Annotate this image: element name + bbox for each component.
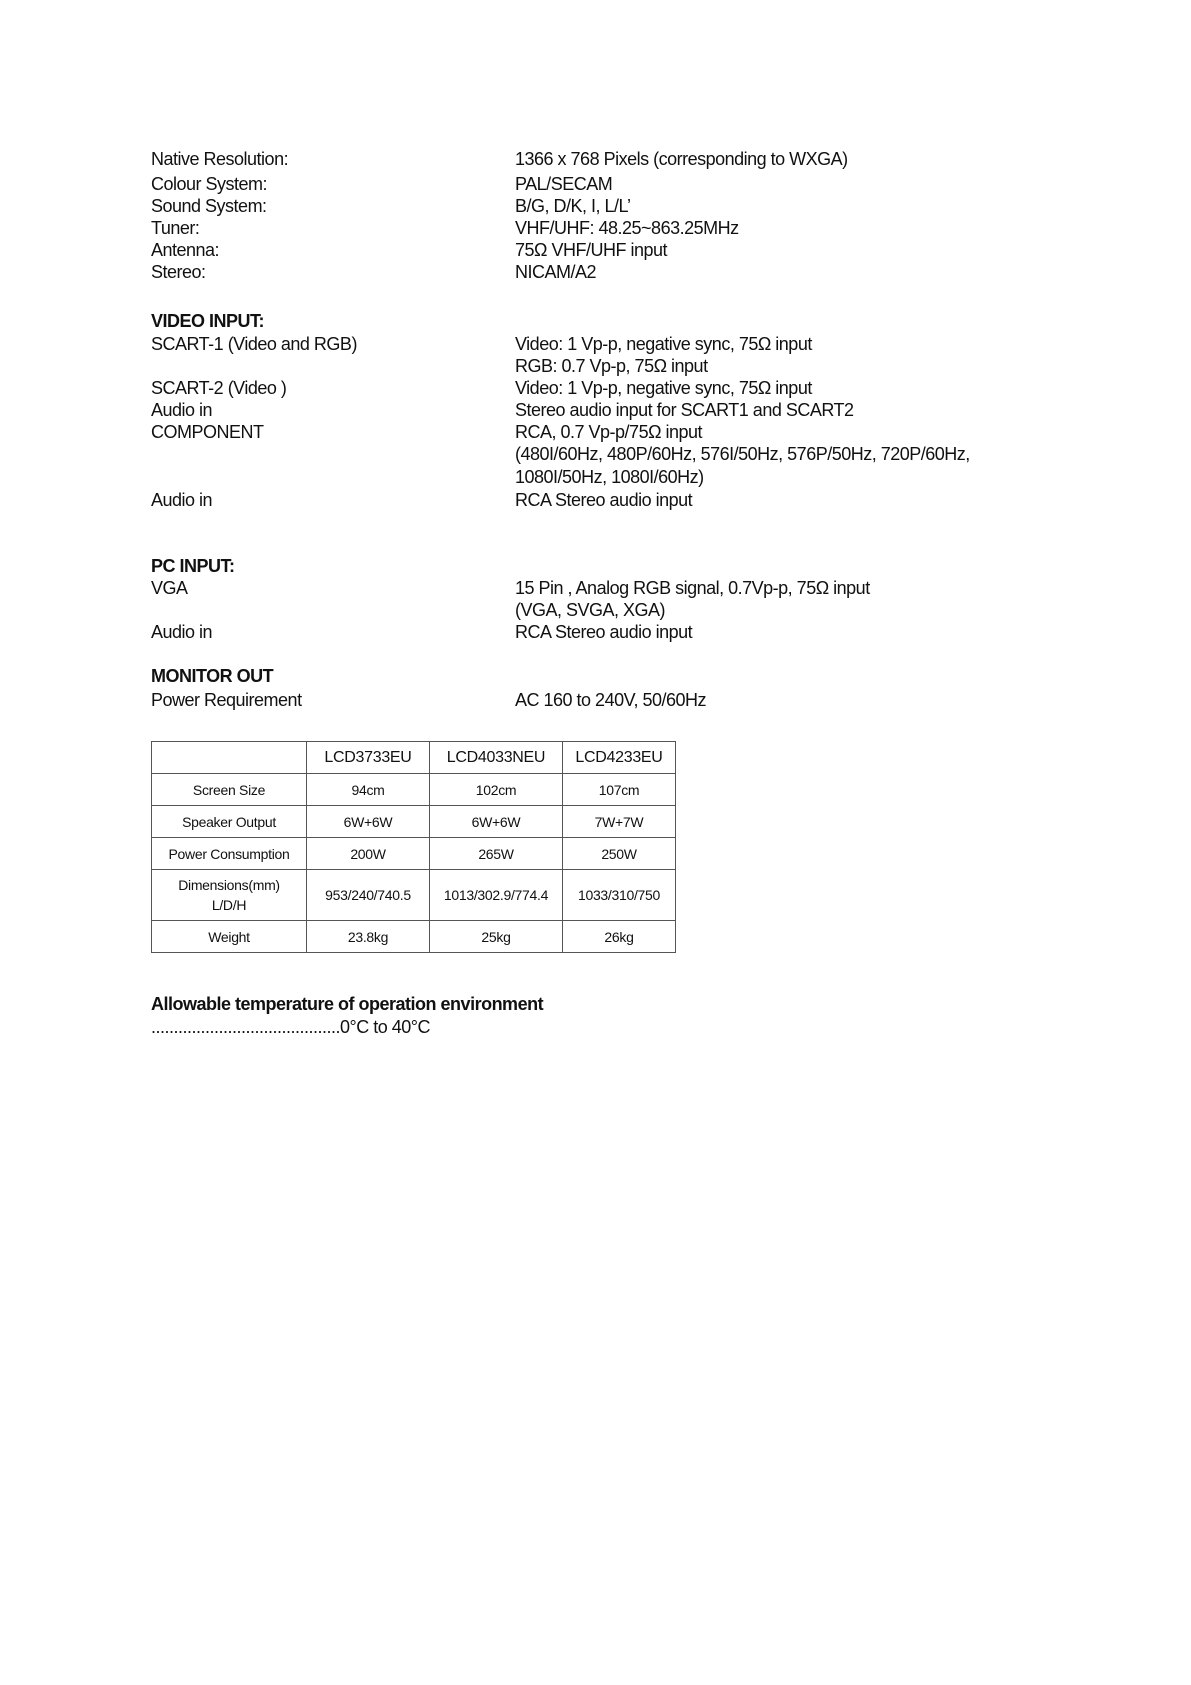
temperature-heading: Allowable temperature of operation environment	[151, 994, 544, 1014]
table-cell: 6W+6W	[430, 806, 563, 838]
spec-value: Video: 1 Vp-p, negative sync, 75Ω input	[515, 334, 812, 354]
spec-label: VGA	[151, 578, 188, 598]
spec-label: Sound System:	[151, 196, 267, 216]
temperature-value: ..........................................0°C to 40°C	[151, 1017, 430, 1037]
spec-value: RCA Stereo audio input	[515, 622, 693, 642]
table-row	[152, 838, 676, 870]
table-cell: 1013/302.9/774.4	[430, 870, 563, 921]
table-corner-cell	[152, 742, 307, 774]
table-cell: 200W	[307, 838, 430, 870]
model-spec-table	[151, 741, 676, 953]
spec-value: RCA Stereo audio input	[515, 490, 693, 510]
spec-value: (480I/60Hz, 480P/60Hz, 576I/50Hz, 576P/50Hz, 720P/60Hz,	[515, 444, 970, 464]
table-cell: 1033/310/750	[563, 870, 676, 921]
table-row	[152, 806, 676, 838]
table-cell: 6W+6W	[307, 806, 430, 838]
spec-value: 1080I/50Hz, 1080I/60Hz)	[515, 467, 704, 487]
spec-label: Audio in	[151, 622, 213, 642]
table-cell: 953/240/740.5	[307, 870, 430, 921]
video-input-heading: VIDEO INPUT:	[151, 311, 265, 331]
spec-label: Power Requirement	[151, 690, 302, 710]
table-cell: 23.8kg	[307, 921, 430, 953]
spec-value: VHF/UHF: 48.25~863.25MHz	[515, 218, 739, 238]
table-cell: 94cm	[307, 774, 430, 806]
spec-value: 75Ω VHF/UHF input	[515, 240, 668, 260]
spec-label: Audio in	[151, 400, 213, 420]
table-row-label	[152, 870, 307, 921]
spec-label: Native Resolution:	[151, 149, 289, 169]
spec-value: Video: 1 Vp-p, negative sync, 75Ω input	[515, 378, 812, 398]
table-header-model: LCD4033NEU	[430, 742, 563, 774]
spec-label: Antenna:	[151, 240, 220, 260]
table-row-label: Power Consumption	[152, 838, 307, 870]
spec-label: SCART-2 (Video )	[151, 378, 287, 398]
dimensions-sublabel: L/D/H	[211, 897, 247, 913]
spec-value: NICAM/A2	[515, 262, 597, 282]
table-row	[152, 774, 676, 806]
spec-label: COMPONENT	[151, 422, 264, 442]
spec-label: Audio in	[151, 490, 213, 510]
pc-input-heading: PC INPUT:	[151, 556, 235, 576]
spec-value: 15 Pin , Analog RGB signal, 0.7Vp-p, 75Ω input	[515, 578, 870, 598]
spec-value: 1366 x 768 Pixels (corresponding to WXGA)	[515, 149, 848, 169]
monitor-out-heading: MONITOR OUT	[151, 666, 274, 686]
table-cell: 26kg	[563, 921, 676, 953]
table-cell: 250W	[563, 838, 676, 870]
spec-label: SCART-1 (Video and RGB)	[151, 334, 357, 354]
table-cell: 265W	[430, 838, 563, 870]
table-row-label: Weight	[152, 921, 307, 953]
table-row-label: Speaker Output	[152, 806, 307, 838]
spec-label: Stereo:	[151, 262, 206, 282]
table-cell: 25kg	[430, 921, 563, 953]
spec-value: RCA, 0.7 Vp-p/75Ω input	[515, 422, 703, 442]
table-header-model: LCD4233EU	[563, 742, 676, 774]
table-row	[152, 921, 676, 953]
table-row-label: Screen Size	[152, 774, 307, 806]
table-row	[152, 870, 676, 921]
spec-value: (VGA, SVGA, XGA)	[515, 600, 666, 620]
table-header-row	[152, 742, 676, 774]
table-cell: 107cm	[563, 774, 676, 806]
spec-value: B/G, D/K, I, L/L’	[515, 196, 631, 216]
table-header-model: LCD3733EU	[307, 742, 430, 774]
spec-value: RGB: 0.7 Vp-p, 75Ω input	[515, 356, 708, 376]
dimensions-label: Dimensions(mm)	[178, 877, 280, 893]
table-cell: 102cm	[430, 774, 563, 806]
spec-label: Tuner:	[151, 218, 200, 238]
spec-value: Stereo audio input for SCART1 and SCART2	[515, 400, 854, 420]
spec-value: AC 160 to 240V, 50/60Hz	[515, 690, 706, 710]
table-cell: 7W+7W	[563, 806, 676, 838]
spec-label: Colour System:	[151, 174, 268, 194]
spec-value: PAL/SECAM	[515, 174, 613, 194]
